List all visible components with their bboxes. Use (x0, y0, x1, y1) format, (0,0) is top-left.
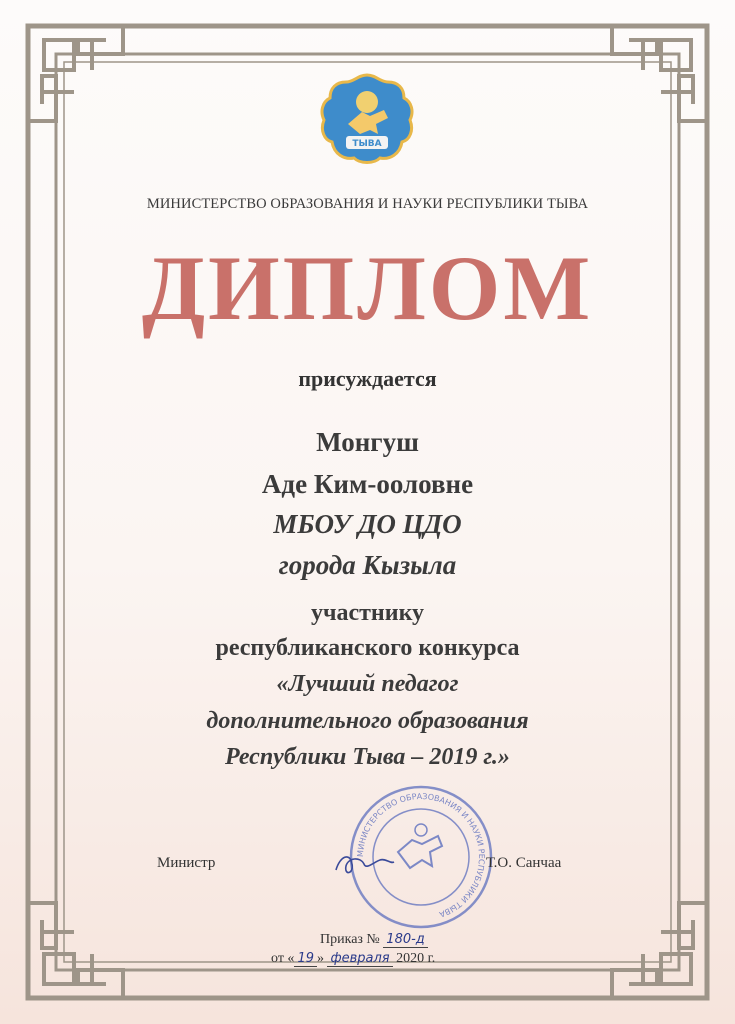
signatory-name: Т.О. Санчаа (486, 855, 562, 871)
contest-name-line-3: Республики Тыва – 2019 г.» (225, 744, 510, 770)
recipient-surname: Монгуш (316, 427, 419, 457)
order-day: 19 (294, 951, 317, 967)
recipient-given-name: Аде Ким-ооловне (261, 469, 474, 499)
order-label: Приказ № (320, 932, 380, 947)
reason-line-2: республиканского конкурса (215, 635, 520, 661)
order-number-line (320, 932, 428, 948)
contest-name-line-1: «Лучший педагог (276, 671, 459, 697)
recipient-organization: МБОУ ДО ЦДО (273, 509, 462, 539)
order-number: 180-д (383, 932, 428, 948)
handwritten-signature-icon (330, 842, 400, 882)
contest-name-line-2: дополнительного образования (206, 708, 529, 734)
awarded-label: присуждается (298, 366, 437, 391)
ministry-name: МИНИСТЕРСТВО ОБРАЗОВАНИЯ И НАУКИ РЕСПУБЛИКИ ТЫВА (146, 196, 589, 212)
recipient-city: города Кызыла (278, 550, 457, 580)
order-month: февраля (327, 951, 392, 967)
seal-text: МИНИСТЕРСТВО ОБРАЗОВАНИЯ И НАУКИ РЕСПУБЛИКИ ТЫВА (355, 791, 487, 919)
emblem-label: ТЫВА (352, 139, 382, 149)
signatory-position: Министр (157, 855, 216, 871)
order-date-line (271, 951, 435, 967)
tyva-emblem-icon (318, 72, 416, 164)
reason-line-1: участнику (310, 600, 425, 626)
order-day-close: » (316, 951, 324, 966)
order-year: 2020 г. (396, 951, 436, 966)
diploma-title: ДИПЛОМ (141, 237, 594, 339)
order-date-prefix: от « (271, 951, 295, 966)
